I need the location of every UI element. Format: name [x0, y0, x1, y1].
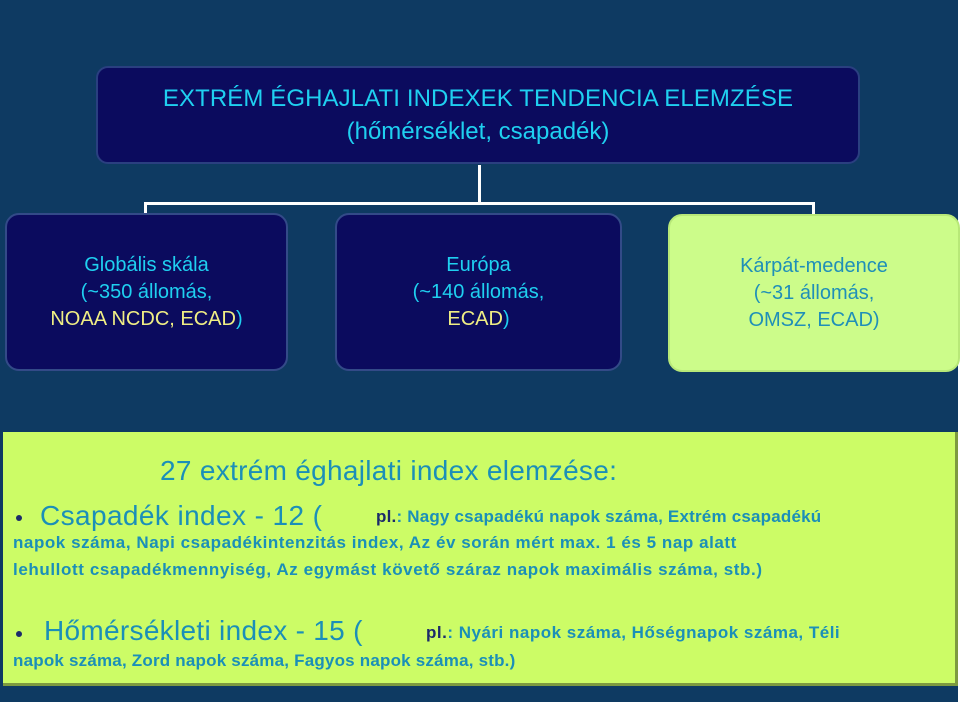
region-global-line-3 — [50, 306, 242, 333]
temperature-example-first: : Nyári napok száma, Hőségnapok száma, Téli — [447, 623, 841, 642]
bottom-strip — [0, 702, 960, 720]
temperature-title: Hőmérsékleti index - 15 ( — [44, 615, 363, 646]
region-box-carpathian — [668, 214, 960, 372]
region-carpathian-line-2: (~31 állomás, — [753, 281, 875, 304]
analysis-heading: 27 extrém éghajlati index elemzése: — [160, 455, 618, 486]
region-global-close: ) — [235, 307, 243, 330]
region-global-line-1: Globális skála — [84, 253, 209, 276]
region-box-global — [5, 213, 288, 371]
precipitation-title: Csapadék index - 12 ( — [40, 500, 323, 531]
temperature-examples-1 — [426, 623, 840, 643]
region-global-sources: NOAA NCDC, ECAD — [50, 307, 236, 330]
connector-bar — [144, 202, 815, 205]
precipitation-example-prefix: pl. — [376, 507, 397, 526]
precipitation-examples-3: lehullott csapadékmennyiség, Az egymást követő száraz napok maximális száma, stb.) — [13, 560, 763, 579]
region-box-europe — [335, 213, 622, 371]
precipitation-examples-2: napok száma, Napi csapadékintenzitás index, Az év során mért max. 1 és 5 nap alatt — [13, 533, 737, 552]
bullet-temperature — [16, 631, 22, 637]
connector-trunk — [478, 165, 481, 205]
region-global-line-2: (~350 állomás, — [80, 280, 213, 303]
region-europe-close: ) — [502, 307, 510, 330]
temperature-examples-2: napok száma, Zord napok száma, Fagyos napok száma, stb.) — [13, 651, 516, 670]
bullet-precipitation — [16, 515, 22, 521]
precipitation-example-first: : Nagy csapadékú napok száma, Extrém csapadékú — [396, 507, 822, 526]
region-europe-line-1: Európa — [446, 253, 511, 276]
region-europe-sources: ECAD — [447, 307, 503, 330]
region-carpathian-line-1: Kárpát-medence — [740, 254, 888, 277]
precipitation-examples-1 — [376, 507, 821, 527]
title-box — [96, 66, 860, 164]
region-europe-line-2: (~140 állomás, — [412, 280, 545, 303]
region-carpathian-line-3: OMSZ, ECAD) — [748, 308, 880, 331]
title-line-1: EXTRÉM ÉGHAJLATI INDEXEK TENDENCIA ELEMZÉSE — [162, 85, 794, 112]
title-line-2: (hőmérséklet, csapadék) — [346, 118, 610, 145]
temperature-example-prefix: pl. — [426, 623, 448, 642]
region-europe-line-3 — [447, 306, 509, 333]
